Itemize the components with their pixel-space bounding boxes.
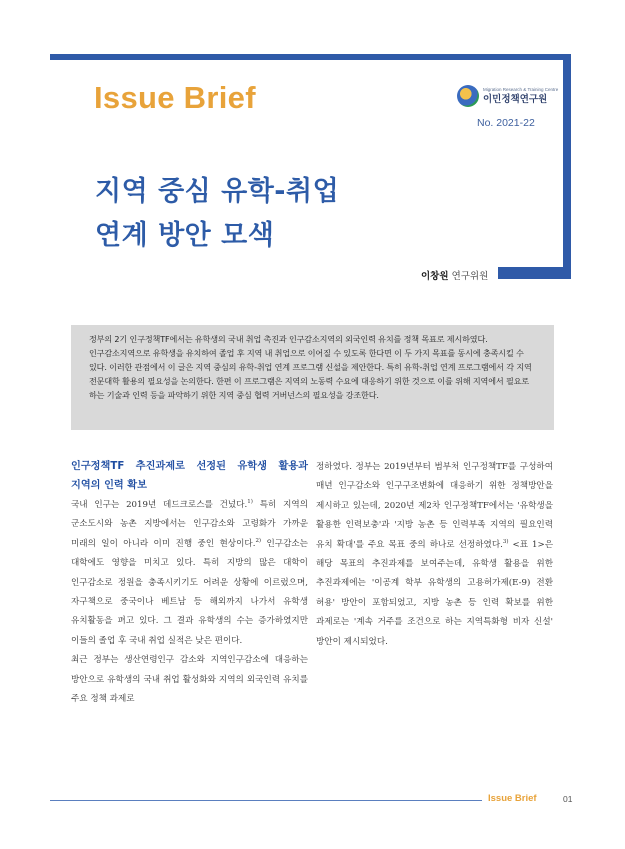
page-number: 01: [563, 794, 573, 804]
institute-emblem-icon: [457, 85, 479, 107]
author-name: 이창원: [421, 271, 449, 282]
abstract-text: 정부의 2기 인구정책TF에서는 유학생의 국내 취업 촉진과 인구감소지역의 외국인력 유치를 정책 목표로 제시하였다. 인구감소지역으로 유학생을 유치하여 졸업 후 지역 내 취업으로 이어질 수 있도록 한다면 이 두 가지 목표를 동시에 충족시킬 수 있다. 이러한 관점에서 이 글은 지역 중심의 유학-취업 연계 프로그램 신설을 제안한다. 특히 유학-취업 연계 프로그램에서 각 지역 전문대학 활용의 필요성을 논의한다. 한편 이 프로그램은 지역의 노동력 수요에 대응하기 위한 것으로 이를 위해 지역에서 필요로 하는 기술과 인력 등을 파악하기 위한 지역 중심 협력 거버넌스의 필요성을 강조한다.: [89, 334, 532, 400]
issue-brief-brand: Issue Brief: [94, 80, 256, 115]
header-corner-block: [498, 267, 571, 279]
page-title-line-2: 연계 방안 모색: [95, 220, 275, 251]
body-paragraph-1: [71, 496, 308, 651]
body-paragraph-2: 최근 정부는 생산연령인구 감소와 지역인구감소에 대응하는 방안으로 유학생의 국내 취업 활성화와 지역의 외국인력 유치를 주요 정책 과제로: [71, 655, 308, 705]
footer-brand: Issue Brief: [488, 793, 537, 804]
footer-rule: [50, 800, 482, 801]
body-text: 인구감소는 대학에도 영향을 미치고 있다. 특히 지방의 많은 대학이 인구감소로 정원을 충족시키기도 어려운 상황에 이르렀으며, 자구책으로 중국이나 베트남 등 해외까지 나가서 유학생 유치활동을 펴고 있다. 그 결과 유학생의 수는 증가하였지만 이들의 졸업 후 국내 취업 실적은 낮은 편이다.: [71, 538, 308, 646]
body-text: <표 1>은 해당 목표의 추진과제를 보여주는데, 유학생 활용을 위한 추진과제에는 '이공계 학부 유학생의 고용허가제(E-9) 전환 허용' 방안이 포함되었고, 지방 농촌 등 인력 확보를 위한 과제로는 '계속 거주를 조건으로 하는 지역특화형 비자 신설' 방안이 제시되었다.: [316, 539, 553, 647]
footnote-ref-1: 1): [247, 499, 253, 505]
institute-logo: [457, 83, 559, 109]
body-paragraph-3: [316, 458, 553, 652]
header-right-border: [563, 54, 571, 279]
logo-subtitle: Migration Research & Training Centre: [483, 87, 559, 92]
section-heading: 인구정책TF 추진과제로 선정된 유학생 활용과 지역의 인력 확보: [71, 461, 308, 491]
body-text: 국내 인구는 2019년 데드크로스를 건넜다.: [71, 500, 248, 510]
body-column-left: [71, 458, 308, 709]
abstract-box: [71, 325, 554, 430]
body-text: 특히 지역의 군소도시와 농촌 지방에서는 인구감소와 고령화가 가까운 미래의 일이 아니라 이미 진행 중인 현상이다.: [71, 500, 308, 549]
author-role: 연구위원: [451, 271, 489, 282]
footnote-ref-3: 3): [502, 538, 509, 545]
author-byline: [421, 268, 488, 282]
header-top-border: [50, 54, 571, 60]
footnote-ref-2: 2): [255, 537, 262, 544]
body-text: 정하였다. 정부는 2019년부터 범부처 인구정책TF를 구성하여 매년 인구감소와 인구구조변화에 대응하기 위한 정책방안을 제시하고 있는데, 2020년 제2차 인구정책TF에서는 '유학생을 활용한 인력보충'과 '지방 농촌 등 인력부족 지역의 필요인력 유치 확대'를 주요 목표 중의 하나로 선정하였다.: [316, 462, 553, 550]
page-title-line-1: 지역 중심 유학-취업: [95, 176, 340, 207]
body-column-right: [316, 458, 553, 652]
logo-name: 이민정책연구원: [483, 93, 548, 105]
issue-number: No. 2021-22: [477, 117, 535, 129]
